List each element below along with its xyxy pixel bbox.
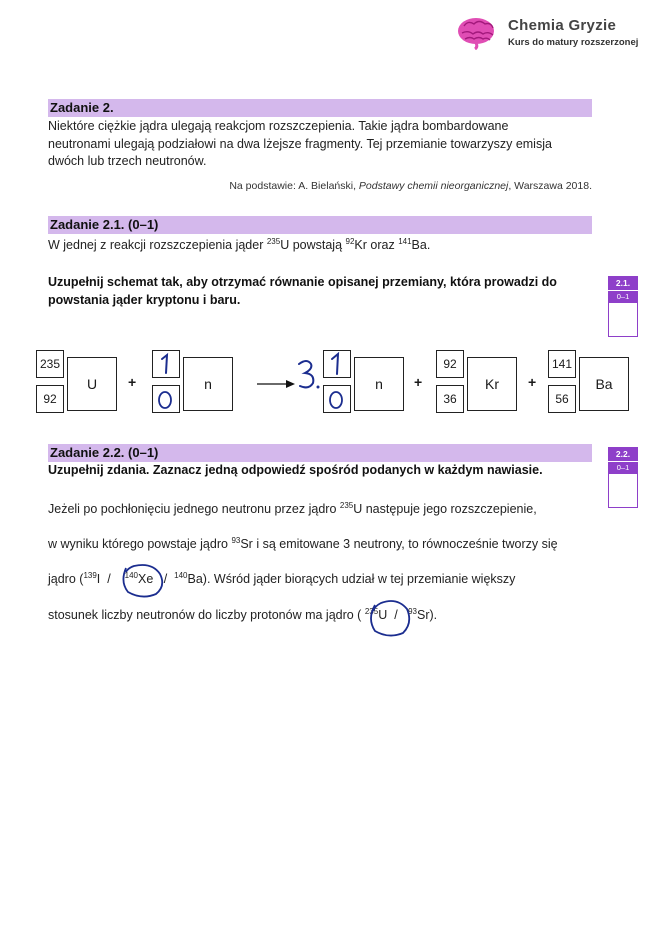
task22-sentence-2 <box>48 537 558 551</box>
source-prefix: Na podstawie: A. Bielański, <box>229 180 359 192</box>
option-symbol: Xe <box>137 572 154 586</box>
kr-symbol-box: Kr <box>467 357 517 411</box>
handwritten-one-icon <box>324 351 350 377</box>
task2-description <box>48 118 596 171</box>
option-separator: / <box>394 608 398 622</box>
sentence-text: Sr i są emitowane 3 neutrony, to równocześnie tworzy się <box>240 537 558 551</box>
kr-atomic-box: 36 <box>436 385 464 413</box>
score-field[interactable] <box>608 303 638 337</box>
plus-sign: + <box>528 374 537 390</box>
ba-mass: 141 <box>398 237 412 246</box>
intro-text: W jednej z reakcji rozszczepienia jąder <box>48 238 267 252</box>
option-symbol: I <box>96 572 101 586</box>
task22-instruction: Uzupełnij zdania. Zaznacz jedną odpowiedź spośród podanych w każdym nawiasie. <box>48 463 543 477</box>
option-mass: 93 <box>408 607 417 616</box>
n1-symbol-box: n <box>183 357 233 411</box>
task21-intro <box>48 237 596 255</box>
handwritten-zero-icon <box>153 386 179 412</box>
handwritten-one-icon <box>153 351 179 377</box>
reaction-arrow-icon <box>256 378 296 390</box>
option-mass: 140 <box>124 571 138 580</box>
intro-text: U powstają <box>280 238 346 252</box>
hand-circle-u-icon <box>365 595 413 639</box>
score-range: 0–1 <box>608 461 638 474</box>
n2-mass-box[interactable] <box>323 350 351 378</box>
option-symbol: U <box>378 608 388 622</box>
option-iodine[interactable] <box>83 572 100 586</box>
sentence-text: ). <box>429 608 438 622</box>
option-mass: 140 <box>174 571 188 580</box>
option-barium[interactable] <box>174 572 203 586</box>
sentence-text: ). Wśród jąder biorących udział w tej przemianie większy <box>202 572 516 586</box>
intro-text: Ba. <box>411 238 431 252</box>
task22-header <box>48 444 592 462</box>
u-symbol-box: U <box>67 357 117 411</box>
plus-sign: + <box>414 374 423 390</box>
task2-title: Zadanie 2. <box>50 100 114 115</box>
kr-mass-box: 92 <box>436 350 464 378</box>
sentence-text: stosunek liczby neutronów do liczby protonów ma jądro ( <box>48 608 362 622</box>
intro-text: Kr oraz <box>354 238 399 252</box>
task2-line-3: dwóch lub trzech neutronów. <box>48 154 207 168</box>
option-separator: / <box>107 572 111 586</box>
source-title: Podstawy chemii nieorganicznej <box>358 180 509 192</box>
sentence-text: Jeżeli po pochłonięciu jednego neutronu przez jądro <box>48 502 340 516</box>
sr-mass: 93 <box>231 536 241 545</box>
task21-title: Zadanie 2.1. (0–1) <box>50 217 159 232</box>
score-box-22 <box>608 447 638 508</box>
ba-mass-box: 141 <box>548 350 576 378</box>
sentence-text: jądro ( <box>48 572 84 586</box>
score-label: 2.1. <box>608 276 638 290</box>
n1-atomic-box[interactable] <box>152 385 180 413</box>
u-mass: 235 <box>339 501 354 510</box>
score-range: 0–1 <box>608 290 638 303</box>
n2-symbol-box: n <box>354 357 404 411</box>
task2-line-1: Niektóre ciężkie jądra ulegają reakcjom rozszczepienia. Takie jądra bombardowane <box>48 119 509 133</box>
option-symbol: Sr <box>417 608 430 622</box>
plus-sign: + <box>128 374 137 390</box>
handwritten-coefficient-3-icon <box>295 358 323 392</box>
sentence-text: U następuje jego rozszczepienie, <box>353 502 537 516</box>
option-symbol: Ba <box>187 572 203 586</box>
n2-atomic-box[interactable] <box>323 385 351 413</box>
ba-atomic-box: 56 <box>548 385 576 413</box>
score-field[interactable] <box>608 474 638 508</box>
task21-instruction: Uzupełnij schemat tak, aby otrzymać równanie opisanej przemiany, która prowadzi do powstania jąder kryptonu i baru. <box>48 275 557 307</box>
n1-mass-box[interactable] <box>152 350 180 378</box>
option-mass: 139 <box>83 571 97 580</box>
sentence-text: w wyniku którego powstaje jądro <box>48 537 232 551</box>
task2-header <box>48 99 592 117</box>
task2-source <box>229 180 592 192</box>
source-suffix: , Warszawa 2018. <box>508 180 592 192</box>
handwritten-zero-icon <box>324 386 350 412</box>
option-mass: 235 <box>364 607 379 616</box>
u-mass-box: 235 <box>36 350 64 378</box>
task22-sentence-1 <box>48 502 537 516</box>
task22-title: Zadanie 2.2. (0–1) <box>50 445 159 460</box>
brand-name: Chemia Gryzie <box>508 17 617 34</box>
task21-header <box>48 216 592 234</box>
hand-circle-xe-icon <box>118 560 168 600</box>
kr-mass: 92 <box>345 237 355 246</box>
ba-symbol-box: Ba <box>579 357 629 411</box>
option-separator: / <box>163 572 168 586</box>
task2-line-2: neutronami ulegają podziałowi na dwa lżejsze fragmenty. Tej przemianie towarzyszy emisja <box>48 136 552 151</box>
u-atomic-box: 92 <box>36 385 64 413</box>
score-box-21 <box>608 276 638 337</box>
brand-tagline: Kurs do matury rozszerzonej <box>508 37 639 48</box>
brain-logo-icon <box>456 16 496 50</box>
score-label: 2.2. <box>608 447 638 461</box>
u-mass: 235 <box>266 237 281 246</box>
